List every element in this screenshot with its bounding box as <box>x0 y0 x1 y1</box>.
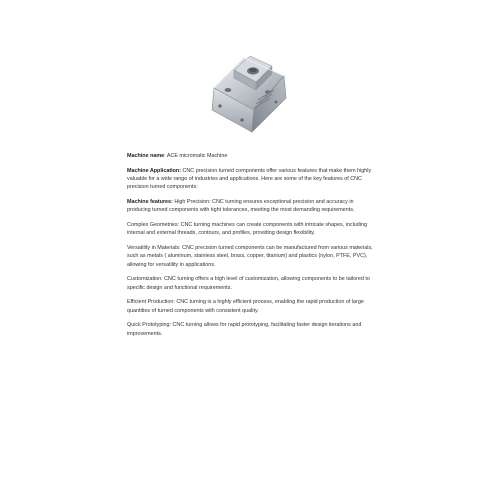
machine-name-label: Machine name <box>127 153 165 159</box>
feature-customization: Customization: CNC turning offers a high level of customization, allowing components to be tailored to specific design and functional requirements. <box>127 276 370 291</box>
machine-features-row <box>127 198 375 215</box>
feature-quick-prototyping: Quick Prototyping: CNC turning allows for rapid prototyping, facilitating faster design iterations and improvements. <box>127 322 362 337</box>
product-description <box>127 152 375 344</box>
machine-application-row <box>127 167 375 192</box>
machine-features-label: Machine features: <box>127 199 173 205</box>
machine-name-row <box>127 152 375 160</box>
machine-application-label: Machine Application: <box>127 167 182 174</box>
product-image <box>198 40 300 143</box>
machine-features-value: High Precision: CNC turning ensures exceptional precision and accuracy in producing turned components with tight tolerances, meeting the most demanding requirements. <box>127 199 355 214</box>
feature-versatility-materials: Versatility in Materials: CNC precision turned components can be manufactured from various materials, such as metals ( aluminum, stainless steel, brass, copper, titanium) and plastics (nylon, PTFE, PVC), allowing for versatility in applications. <box>127 245 373 268</box>
cnc-machined-part-graphic <box>198 40 300 143</box>
feature-efficient-production: Efficient Production: CNC turning is a highly efficient process, enabling the rapid production of large quantities of turned components with consistent quality. <box>127 299 364 314</box>
machine-application-value: CNC precision turned components offer various features that make them highly valuable for a wide range of industries and applications. Here are some of the key features of CNC precision turned components: <box>127 167 372 191</box>
feature-complex-geometries: Complex Geometries: CNC turning machines can create components with intricate shapes, including internal and external threads, contours, and profiles, providing design flexibility. <box>127 222 367 237</box>
machine-name-value: : ACE micromatic Machine <box>164 153 228 159</box>
